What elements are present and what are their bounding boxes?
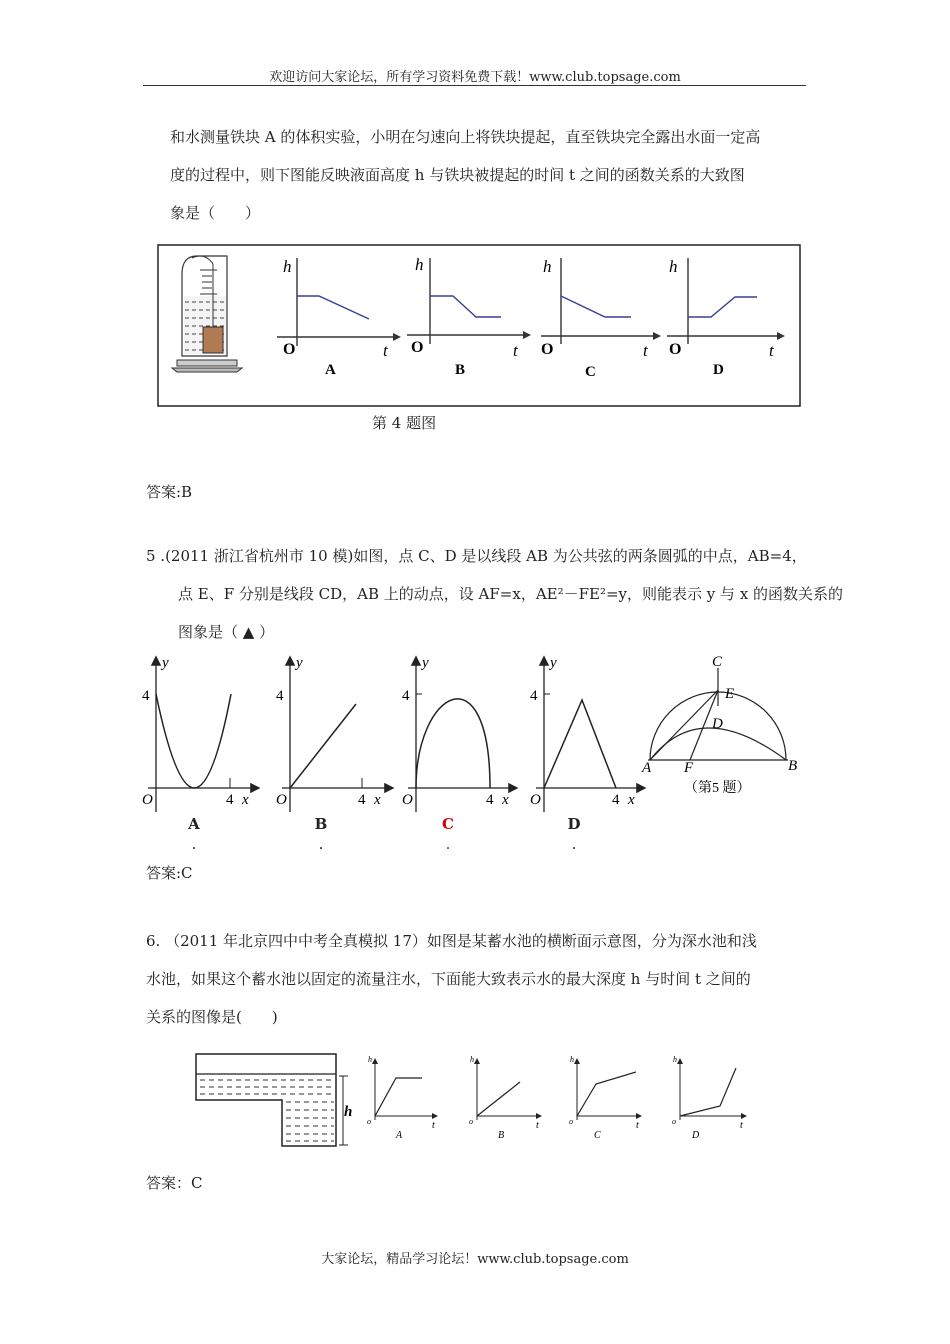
q4-d-h: h [669,257,678,276]
svg-text:O: O [276,792,287,808]
svg-text:D: D [712,716,723,732]
q6-graph-d [672,1055,745,1141]
svg-text:（第5 题）: （第5 题） [684,781,751,796]
svg-text:4: 4 [142,688,150,704]
q5-dot-b: . [318,835,324,853]
svg-text:y: y [550,655,557,671]
q5-line2: 点 E、F 分别是线段 CD，AB 上的动点，设 AF=x，AE²－FE²=y，则能表示 y 与 x 的函数关系的 [178,585,844,603]
q5-line3: 图象是（ ▲ ） [178,623,275,641]
q5-dot-d: . [571,835,577,853]
q5-label-b: B [314,815,328,833]
q6-graph-a [367,1055,436,1141]
q5-label-c: C [442,815,454,833]
svg-text:y: y [422,655,429,671]
header-rule [143,85,806,86]
svg-text:B: B [788,758,798,774]
q4-line3: 象是（ ） [170,204,261,222]
svg-text:h: h [470,1055,474,1064]
q5-graph-b [276,655,392,812]
svg-text:h: h [368,1055,372,1064]
svg-text:x: x [374,792,381,808]
svg-text:C: C [712,654,723,670]
svg-text:4: 4 [226,792,234,808]
svg-text:h: h [570,1055,574,1064]
svg-text:F: F [684,760,694,776]
q4-c-o: O [541,341,554,358]
q5-curve-d [544,700,616,788]
svg-text:4: 4 [402,688,410,704]
q6-graph-c [569,1055,640,1141]
q5-graph-d [530,655,644,812]
svg-text:x: x [242,792,249,808]
q5-figures [140,650,815,825]
svg-text:O: O [530,792,541,808]
q4-b-label: B [455,362,466,378]
svg-text:A: A [396,1130,403,1141]
q5-graph-c [402,655,516,812]
svg-text:t: t [636,1120,639,1131]
page-header: 欢迎访问大家论坛，所有学习资料免费下载！www.club.topsage.com [269,70,681,85]
svg-text:4: 4 [276,688,284,704]
svg-text:o: o [367,1117,371,1126]
q4-answer: 答案:B [146,483,193,501]
svg-text:4: 4 [530,688,538,704]
q6-line3: 关系的图像是( ) [146,1008,278,1026]
svg-text:x: x [502,792,509,808]
q4-c-label: C [585,364,596,380]
q4-c-h: h [543,257,552,276]
q5-curve-a [156,694,231,788]
svg-text:A: A [642,760,652,776]
q4-a-h: h [283,257,292,276]
q5-dot-c: . [445,835,451,853]
svg-text:o: o [569,1117,573,1126]
iron-block [203,327,223,353]
q6-line2: 水池，如果这个蓄水池以固定的流量注水，下面能大致表示水的最大深度 h 与时间 t 之间的 [146,970,751,988]
svg-text:o: o [469,1117,473,1126]
q4-figure [157,244,802,408]
q4-b-t: t [513,341,518,360]
q6-graph-b [469,1055,540,1141]
q4-d-o: O [669,341,682,358]
svg-text:x: x [628,792,635,808]
q6-pool [196,1054,352,1146]
svg-text:O: O [402,792,413,808]
q4-figure-frame [158,245,800,406]
q4-line1: 和水测量铁块 A 的体积实验，小明在匀速向上将铁块提起，直至铁块完全露出水面一定高 [170,128,761,146]
q4-b-o: O [411,339,424,356]
svg-text:E: E [725,686,735,702]
q4-a-o: O [283,341,296,358]
svg-text:C: C [594,1130,601,1141]
q5-label-a: A [188,815,200,833]
q4-d-label: D [713,362,724,378]
page-footer: 大家论坛，精品学习论坛！www.club.topsage.com [321,1252,629,1267]
svg-text:y: y [296,655,303,671]
svg-text:D: D [692,1130,700,1141]
svg-text:4: 4 [358,792,366,808]
svg-text:4: 4 [486,792,494,808]
q4-caption: 第 4 题图 [372,414,437,432]
q4-line2: 度的过程中，则下图能反映液面高度 h 与铁块被提起的时间 t 之间的函数关系的大致图 [170,166,745,184]
q5-label-d: D [567,815,581,833]
svg-text:o: o [672,1117,676,1126]
q5-geometry [641,654,797,796]
q5-graph-a [142,655,258,812]
q6-line1: 6. （2011 年北京四中中考全真模拟 17）如图是某蓄水池的横断面示意图，分为深水池和浅 [146,932,757,950]
q5-curve-c [416,699,490,788]
q6-answer: 答案：C [146,1174,203,1192]
q5-line1: 5 .(2011 浙江省杭州市 10 模)如图，点 C、D 是以线段 AB 为公共弦的两条圆弧的中点，AB=4， [146,547,807,565]
q4-a-t: t [383,341,388,360]
svg-text:B: B [498,1130,505,1141]
svg-text:y: y [162,655,169,671]
svg-text:h: h [344,1104,353,1120]
svg-text:t: t [432,1120,435,1131]
q4-a-label: A [325,362,336,378]
q5-curve-b [290,704,356,788]
q5-dot-a: . [191,835,197,853]
q5-answer: 答案:C [146,864,193,882]
q6-figures [190,1050,770,1150]
svg-text:4: 4 [612,792,620,808]
svg-text:h: h [673,1055,677,1064]
svg-text:t: t [740,1120,743,1131]
svg-text:t: t [536,1120,539,1131]
q4-c-t: t [643,341,648,360]
q4-b-h: h [415,255,424,274]
svg-text:O: O [142,792,153,808]
q4-d-t: t [769,341,774,360]
